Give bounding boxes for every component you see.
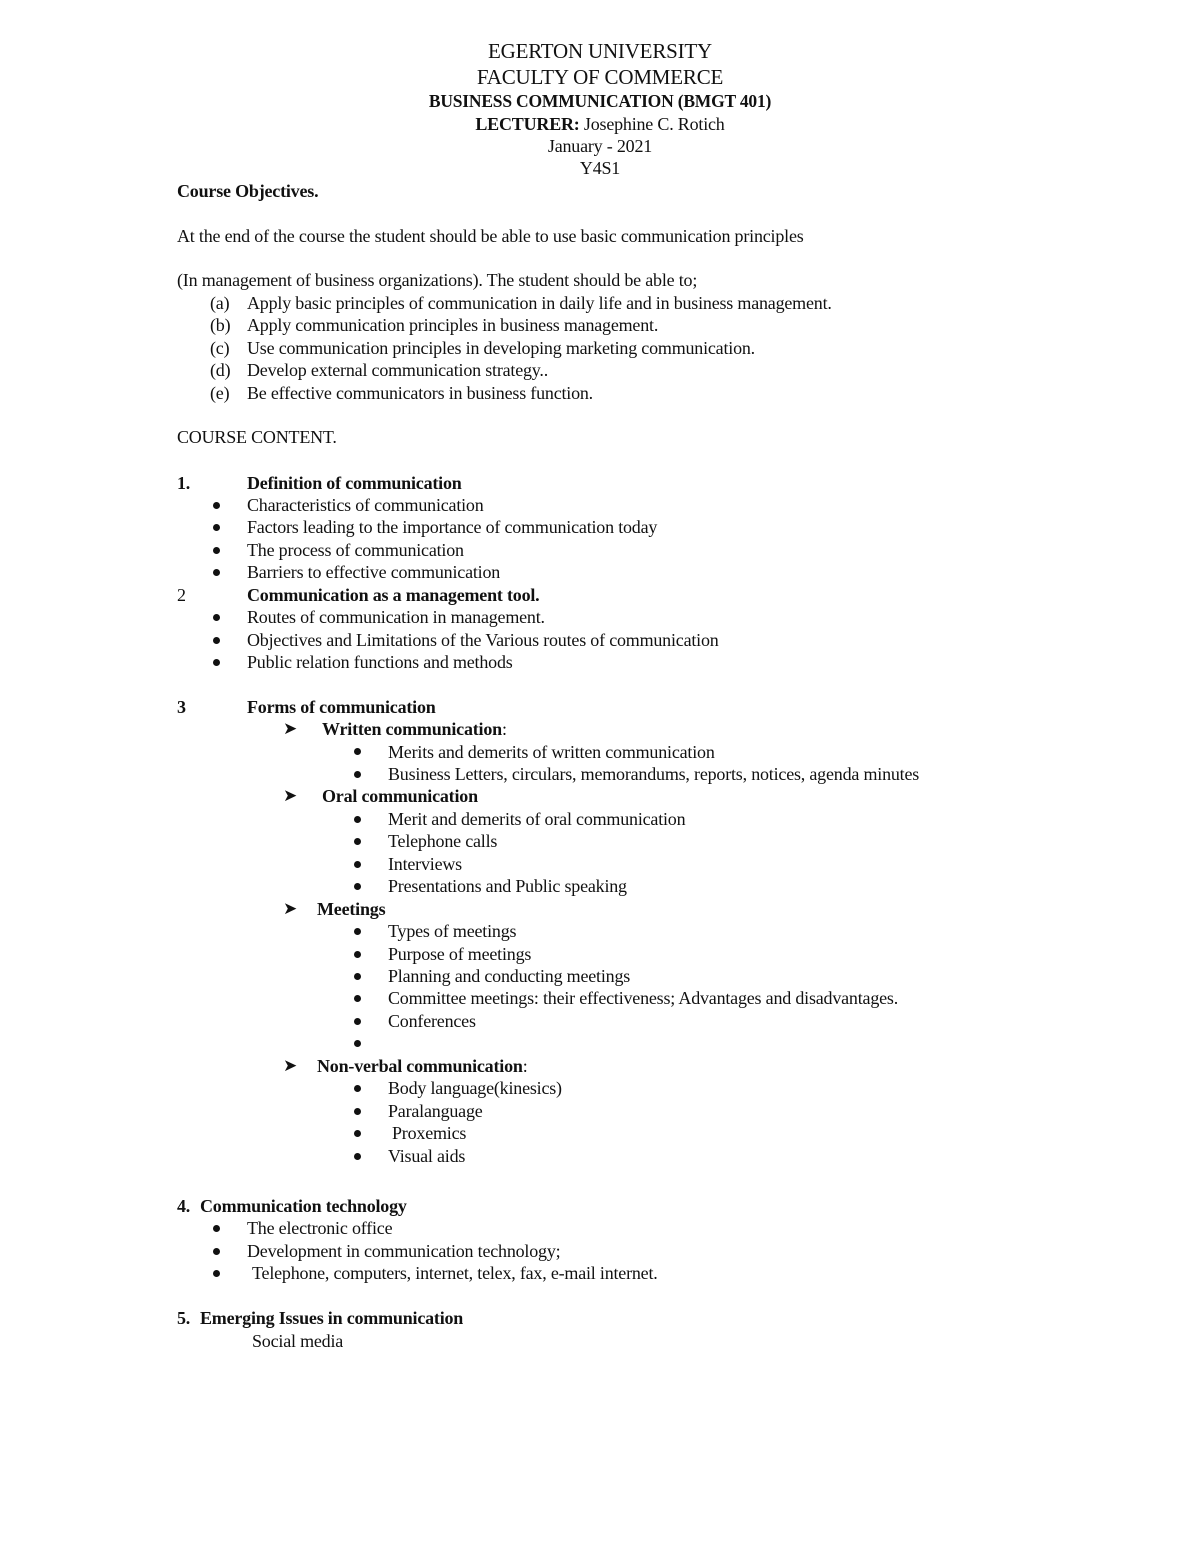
bullet-icon [354, 816, 361, 823]
list-item: Routes of communication in management. [247, 607, 545, 627]
bullet-icon [213, 1225, 220, 1232]
list-item: The electronic office [247, 1218, 393, 1238]
bullet-icon [354, 748, 361, 755]
subsection-title: Oral communication [322, 786, 478, 806]
objective-marker: (b) [210, 315, 231, 335]
bullet-icon [354, 771, 361, 778]
list-item: Visual aids [388, 1146, 466, 1166]
bullet-icon [213, 614, 220, 621]
list-item: Purpose of meetings [388, 944, 532, 964]
course-date: January - 2021 [547, 136, 653, 156]
bullet-icon [354, 861, 361, 868]
list-item: Conferences [388, 1011, 476, 1031]
bullet-icon [354, 883, 361, 890]
objective-item: Develop external communication strategy.. [247, 360, 549, 380]
university-title: EGERTON UNIVERSITY [488, 39, 712, 63]
course-title: BUSINESS COMMUNICATION (BMGT 401) [428, 91, 772, 111]
list-item: Planning and conducting meetings [388, 966, 631, 986]
written-title: Written communication [322, 719, 502, 739]
arrow-bullet-icon: ➤ [283, 1056, 298, 1076]
arrow-bullet-icon: ➤ [283, 786, 298, 806]
bullet-icon [354, 1130, 361, 1137]
bullet-icon [213, 569, 220, 576]
list-item: Paralanguage [388, 1101, 483, 1121]
list-item: Telephone, computers, internet, telex, fax, e-mail internet. [252, 1263, 658, 1283]
written-suffix: : [501, 719, 507, 739]
bullet-icon [354, 928, 361, 935]
list-item: Proxemics [392, 1123, 467, 1143]
objective-marker: (e) [210, 383, 230, 403]
objective-marker: (d) [210, 360, 231, 380]
section-number: 1. [177, 473, 191, 493]
objective-marker: (a) [210, 293, 230, 313]
lecturer-label: LECTURER: [475, 114, 580, 134]
lecturer-line [0, 113, 1200, 135]
semester-code: Y4S1 [579, 158, 621, 178]
section-number: 4. [177, 1196, 191, 1216]
subsection-title [322, 718, 507, 740]
section-title: Communication as a management tool. [247, 585, 540, 605]
arrow-bullet-icon: ➤ [283, 899, 298, 919]
objective-item: Apply communication principles in business management. [247, 315, 659, 335]
bullet-icon [354, 1018, 361, 1025]
section-title: Definition of communication [247, 473, 462, 493]
objective-item: Be effective communicators in business function. [247, 383, 593, 403]
bullet-icon [354, 1108, 361, 1115]
section-title: Emerging Issues in communication [200, 1308, 464, 1328]
bullet-icon [354, 838, 361, 845]
section-title: Communication technology [200, 1196, 407, 1216]
list-item: Objectives and Limitations of the Various routes of communication [247, 630, 719, 650]
bullet-icon [213, 659, 220, 666]
bullet-icon [213, 524, 220, 531]
bullet-icon [354, 1040, 361, 1047]
bullet-icon [354, 951, 361, 958]
objectives-heading: Course Objectives. [177, 181, 319, 201]
list-item: The process of communication [247, 540, 464, 560]
bullet-icon [213, 547, 220, 554]
bullet-icon [354, 995, 361, 1002]
list-item: Types of meetings [388, 921, 517, 941]
list-item: Committee meetings: their effectiveness; Advantages and disadvantages. [388, 988, 899, 1008]
content-heading: COURSE CONTENT. [177, 427, 337, 447]
objective-item: Use communication principles in developing marketing communication. [247, 338, 755, 358]
subsection-title: Meetings [317, 899, 386, 919]
faculty-title: FACULTY OF COMMERCE [476, 65, 724, 89]
section-title: Forms of communication [247, 697, 436, 717]
list-item: Social media [252, 1331, 344, 1351]
lecturer-name: Josephine C. Rotich [583, 114, 725, 134]
objective-item: Apply basic principles of communication in daily life and in business management. [247, 293, 832, 313]
bullet-icon [354, 1153, 361, 1160]
list-item: Merit and demerits of oral communication [388, 809, 686, 829]
arrow-bullet-icon: ➤ [283, 719, 298, 739]
section-number: 2 [177, 585, 186, 605]
bullet-icon [213, 502, 220, 509]
list-item: Characteristics of communication [247, 495, 484, 515]
bullet-icon [354, 1085, 361, 1092]
list-item: Merits and demerits of written communication [388, 742, 715, 762]
list-item: Interviews [388, 854, 462, 874]
bullet-icon [213, 1248, 220, 1255]
objectives-intro: At the end of the course the student should be able to use basic communication principles [177, 226, 804, 246]
list-item: Factors leading to the importance of communication today [247, 517, 658, 537]
nonverbal-suffix: : [522, 1056, 528, 1076]
nonverbal-title: Non-verbal communication [317, 1056, 523, 1076]
bullet-icon [213, 637, 220, 644]
list-item: Business Letters, circulars, memorandums, reports, notices, agenda minutes [388, 764, 920, 784]
list-item: Body language(kinesics) [388, 1078, 562, 1098]
section-number: 5. [177, 1308, 191, 1328]
bullet-icon [213, 1270, 220, 1277]
objectives-intro-2: (In management of business organizations). The student should be able to; [177, 270, 698, 290]
list-item: Presentations and Public speaking [388, 876, 627, 896]
list-item: Public relation functions and methods [247, 652, 513, 672]
bullet-icon [354, 973, 361, 980]
list-item: Telephone calls [388, 831, 498, 851]
list-item: Barriers to effective communication [247, 562, 501, 582]
objective-marker: (c) [210, 338, 230, 358]
subsection-title [317, 1055, 528, 1077]
section-number: 3 [177, 697, 186, 717]
list-item: Development in communication technology; [247, 1241, 561, 1261]
